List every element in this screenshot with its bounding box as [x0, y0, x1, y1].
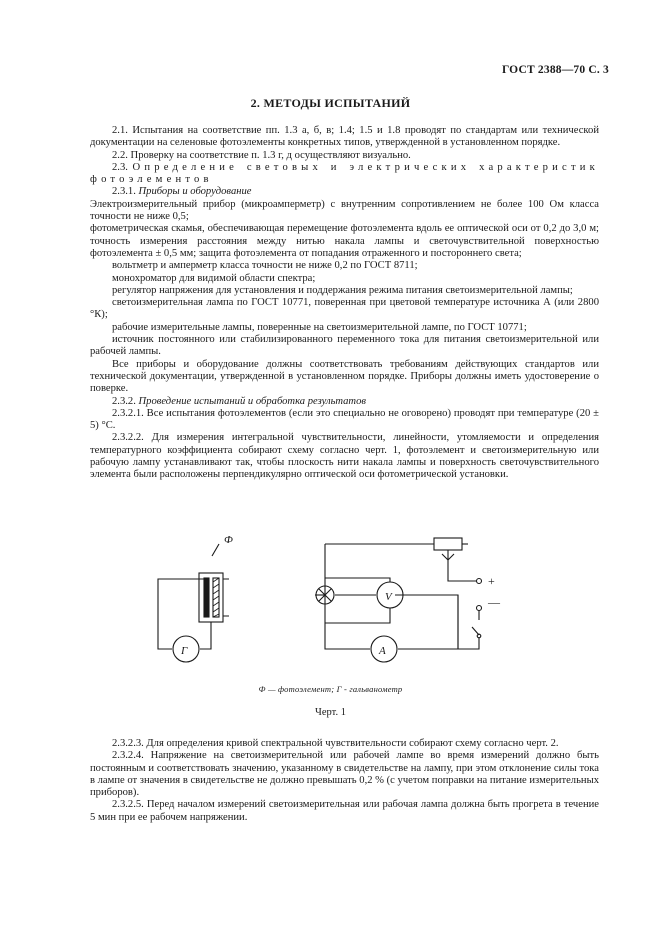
equipment-item-7: рабочие измерительные лампы, поверенные на светоизмерительной лампе, по ГОСТ 10771; [112, 321, 527, 333]
page-header: ГОСТ 2388—70 С. 3 [501, 64, 609, 76]
body-text-top [90, 125, 599, 482]
photocell-label: Ф [224, 534, 233, 546]
paragraph-2-3-2-5: 2.3.2.5. Перед началом измерений светоизмерительная или рабочая лампа должна быть прогрета в течение 5 мин при ее рабочем напряжении. [90, 799, 599, 823]
switch-wire [458, 638, 479, 649]
galvanometer-wire-left [158, 579, 208, 649]
paragraph-2-1: 2.1. Испытания на соответствие пп. 1.3 а, б, в; 1.4; 1.5 и 1.8 проводят по стандартам или технической документации на селеновые фотоэлементы конкретных типов, утвержденной в установленном порядке. [90, 125, 599, 149]
paragraph-2-3-2-3: 2.3.2.3. Для определения кривой спектральной чувствительности собирают схему согласно черт. 2. [112, 738, 559, 749]
equipment-item-1: Электроизмерительный прибор (микроамперметр) с внутренним сопротивлением не более 100 Ом класса точности не ниже 0,5; [90, 198, 599, 223]
equipment-item-4: монохроматор для видимой области спектра; [112, 272, 316, 284]
section-number: 2.3. [112, 161, 128, 173]
subsection-heading: Приборы и оборудование [138, 186, 252, 198]
section-title: 2. МЕТОДЫ ИСПЫТАНИЙ [250, 96, 411, 110]
switch-blade [472, 627, 479, 635]
supply-plus-terminal [477, 579, 482, 584]
equipment-item-2: фотометрическая скамья, обеспечивающая перемещение фотоэлемента вдоль ее оптической оси от 0,2 до 3,0 м; точность измерения расстояния между нитью накала лампы и светочувствительной поверхностью фотоэлемента ± 0,5 мм; защита фотоэлемента от попадания отраженного и постороннего света; [90, 223, 599, 259]
ammeter-label: A [379, 645, 386, 657]
circuit-diagram [150, 532, 530, 674]
paragraph-2-3-2-2: 2.3.2.2. Для измерения интегральной чувствительности, линейности, утомляемости и определения температурного коэффициента собирают схему согласно черт. 1, фотоэлемент и светоизмерительную или рабочую лампу устанавливают так, чтобы плоскость нити накала лампы и поверхность светочувствительного элемента были расположены перпендикулярно оптической оси фотометрической установки. [90, 432, 599, 481]
rheostat-body [434, 538, 462, 550]
figure-title: Черт. 1 [315, 707, 346, 718]
section-number: 2.3.2. [112, 395, 136, 407]
paragraph-2-3 [90, 162, 599, 187]
voltmeter-top-wire [325, 578, 390, 582]
figure-caption: Ф — фотоэлемент; Г - гальванометр [258, 684, 403, 694]
voltmeter-label: V [385, 591, 392, 603]
switch-pivot [477, 634, 481, 638]
photocell-light-shield [223, 579, 229, 616]
subsection-heading: Проведение испытаний и обработка результатов [138, 395, 366, 407]
equipment-item-8: источник постоянного или стабилизированного переменного тока для питания светоизмерительной или рабочей лампы. [90, 334, 599, 358]
galvanometer-wire-right [200, 622, 211, 649]
section-heading-spaced: Определение световых и электрических характеристик фотоэлементов [90, 161, 599, 186]
minus-label: — [488, 595, 500, 609]
body-text-bottom [90, 738, 599, 824]
ammeter-wire-right [395, 595, 458, 649]
equipment-item-3: вольтметр и амперметр класса точности не ниже 0,2 по ГОСТ 8711; [112, 260, 418, 272]
paragraph-2-3-2-4: 2.3.2.4. Напряжение на светоизмерительной или рабочей лампе во время измерений должно быть постоянным и соответствовать значению, указанному в свидетельстве на лампу, при этом отклонение силы тока в лампе от значения в свидетельстве не должно превышать 0,2 % (с учетом поправки на питание измерительных приборов). [90, 750, 600, 799]
circuit-diagram-svg [150, 532, 530, 674]
paragraph-2-3-1 [90, 186, 599, 198]
supply-minus-terminal [477, 606, 482, 611]
paragraph-2-3-2 [90, 396, 599, 408]
equipment-item-6: светоизмерительная лампа по ГОСТ 10771, поверенная при цветовой температуре источника А (или 2800 °К); [90, 297, 599, 321]
voltmeter-bottom-wire [325, 608, 390, 623]
section-number: 2.3.1. [112, 186, 136, 198]
photocell-leader-line [212, 544, 219, 556]
ammeter-wire-left [325, 623, 370, 649]
equipment-requirements: Все приборы и оборудование должны соответствовать требованиям действующих стандартов или технической документации, утвержденной в установленном порядке. Приборы должны иметь удостоверение о поверке. [90, 358, 599, 395]
galvanometer-label: Г [181, 645, 188, 657]
supply-plus-wire [448, 558, 476, 581]
paragraph-2-2: 2.2. Проверку на соответствие п. 1.3 г, д осуществляют визуально. [112, 149, 411, 161]
plus-label: + [488, 574, 495, 588]
equipment-item-5: регулятор напряжения для установления и поддержания режима питания светоизмерительной лампы; [112, 284, 573, 296]
photocell-plate-left [204, 578, 209, 617]
paragraph-2-3-2-1: 2.3.2.1. Все испытания фотоэлементов (если это специально не оговорено) проводят при температуре (20 ± 5) °С. [90, 407, 599, 432]
